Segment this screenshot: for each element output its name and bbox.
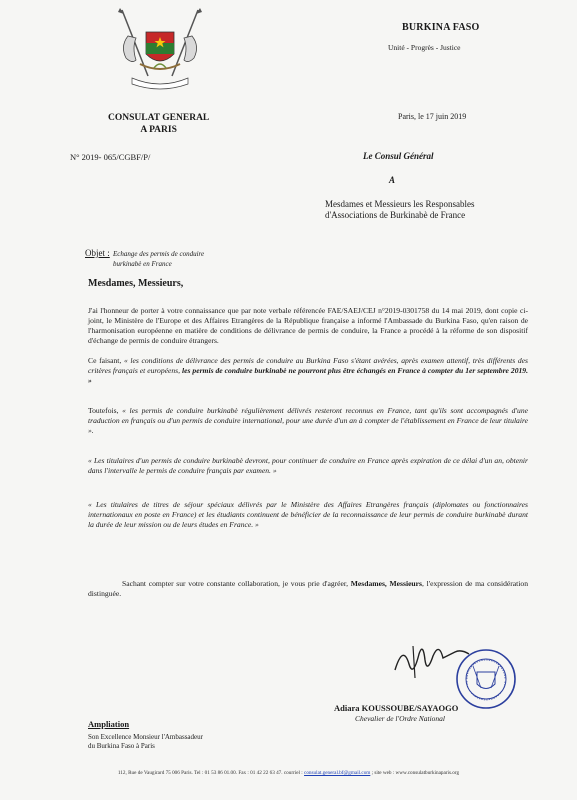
copy-to-line-2: du Burkina Faso à Paris (88, 742, 155, 750)
letter-date: Paris, le 17 juin 2019 (398, 112, 467, 121)
p3-intro: Toutefois, (88, 406, 123, 415)
body-paragraph-2 (88, 356, 528, 386)
signatory-title-start: Chevalier de l' (355, 714, 400, 723)
official-stamp (455, 648, 517, 710)
body-paragraph-1: J'ai l'honneur de porter à votre connaissance que par note verbale référencée FAE/SAEJ/CEJ n°2019-0301758 du 14 mai 2019, dont copie ci-joint, le Ministère de l'Europe et des Affaires Etrangères de la République française a informé l'Ambassade du Burkina Faso, qu'en raison de l'harmonisation européenne en matière de conditions de délivrance de permis de conduire, la France a procédé à la réforme de son dispositif d'échange de permis de conduire étrangers. (88, 306, 528, 345)
coat-of-arms-emblem (110, 6, 210, 98)
country-name: BURKINA FASO (402, 22, 480, 33)
signatory-title (355, 714, 445, 723)
closing-end: , l'expression de ma considération distinguée. (88, 579, 528, 598)
footer-separator: ; site web : (370, 770, 396, 776)
copy-to-label: Ampliation (88, 719, 130, 729)
p2-intro: Ce faisant, (88, 356, 124, 365)
recipient-line-2: d'Associations de Burkinabè de France (325, 210, 466, 220)
signatory-name: Adiara KOUSSOUBE/SAYAOGO (334, 703, 459, 713)
subject-line-1: Echange des permis de conduire (113, 250, 205, 258)
subject-label: Objet : (85, 248, 110, 258)
consulate-name (108, 112, 209, 136)
subject-text (113, 249, 253, 269)
closing-address: Mesdames, Messieurs (350, 579, 422, 588)
copy-to-recipient (88, 733, 203, 751)
national-motto: Unité - Progrès - Justice (388, 43, 461, 52)
footer-address: 112, Rue de Vaugirard 75 006 Paris. Tel : 01 53 86 01.00. Fax : 01 42 22 63 47. courriel : (117, 770, 305, 776)
p3-quote: « les permis de conduire burkinabè régulièrement délivrés resteront reconnus en France, tant qu'ils sont accompagnés d'une traduction en français ou d'un permis de conduire international, pour une durée d'un an à compter de l'établissement en France de leur titulaire ». (88, 406, 529, 435)
recipient-prefix: A (389, 175, 396, 185)
body-paragraph-4: « Les titulaires d'un permis de conduire burkinabè devront, pour continuer de conduire en France après expiration de ce délai d'un an, obtenir dans l'intervalle le permis de conduire français par examen. » (88, 456, 528, 475)
salutation: Mesdames, Messieurs, (88, 278, 184, 289)
footer-email-link[interactable]: consulat.general.bf@gmail.com (304, 770, 371, 776)
signatory-title-end: Ordre National (399, 714, 445, 723)
subject-line-2: burkinabè en France (113, 260, 172, 268)
body-paragraph-5: « Les titulaires de titres de séjour spéciaux délivrés par le Ministère des Affaires Etrangères français (diplomates ou fonctionnaires internationaux en poste en France) et les étudiants continuent de bénéficier de la reconnaissance de leur permis de conduire burkinabè durant la durée de leur mission ou de leurs études en France. » (88, 500, 528, 529)
footer-website-link[interactable]: www.consulatburkinaparis.org (395, 770, 460, 776)
recipient-block (325, 199, 545, 221)
closing-paragraph (88, 579, 528, 599)
sender-title: Le Consul Général (363, 151, 434, 161)
consulate-line-1: CONSULAT GENERAL (108, 113, 210, 123)
closing-intro: Sachant compter sur votre constante collaboration, je vous prie d'agréer, (122, 579, 351, 588)
p2-quote: « les conditions de délivrance des permis de conduire au Burkina Faso s'étant avérées, après examen attentif, très différents des critères français et européens, (88, 356, 528, 375)
consulate-line-2: A PARIS (140, 125, 177, 135)
p2-emphasis: les permis de conduire burkinabè ne pourront plus être échangés en France à compter du 1er septembre 2019. » (88, 366, 528, 385)
letterhead-footer (0, 770, 577, 776)
body-paragraph-3 (88, 406, 528, 436)
recipient-line-1: Mesdames et Messieurs les Responsables (325, 199, 475, 209)
copy-to-line-1: Son Excellence Monsieur l'Ambassadeur (88, 733, 203, 741)
reference-number: N° 2019- 065/CGBF/P/ (70, 152, 151, 162)
